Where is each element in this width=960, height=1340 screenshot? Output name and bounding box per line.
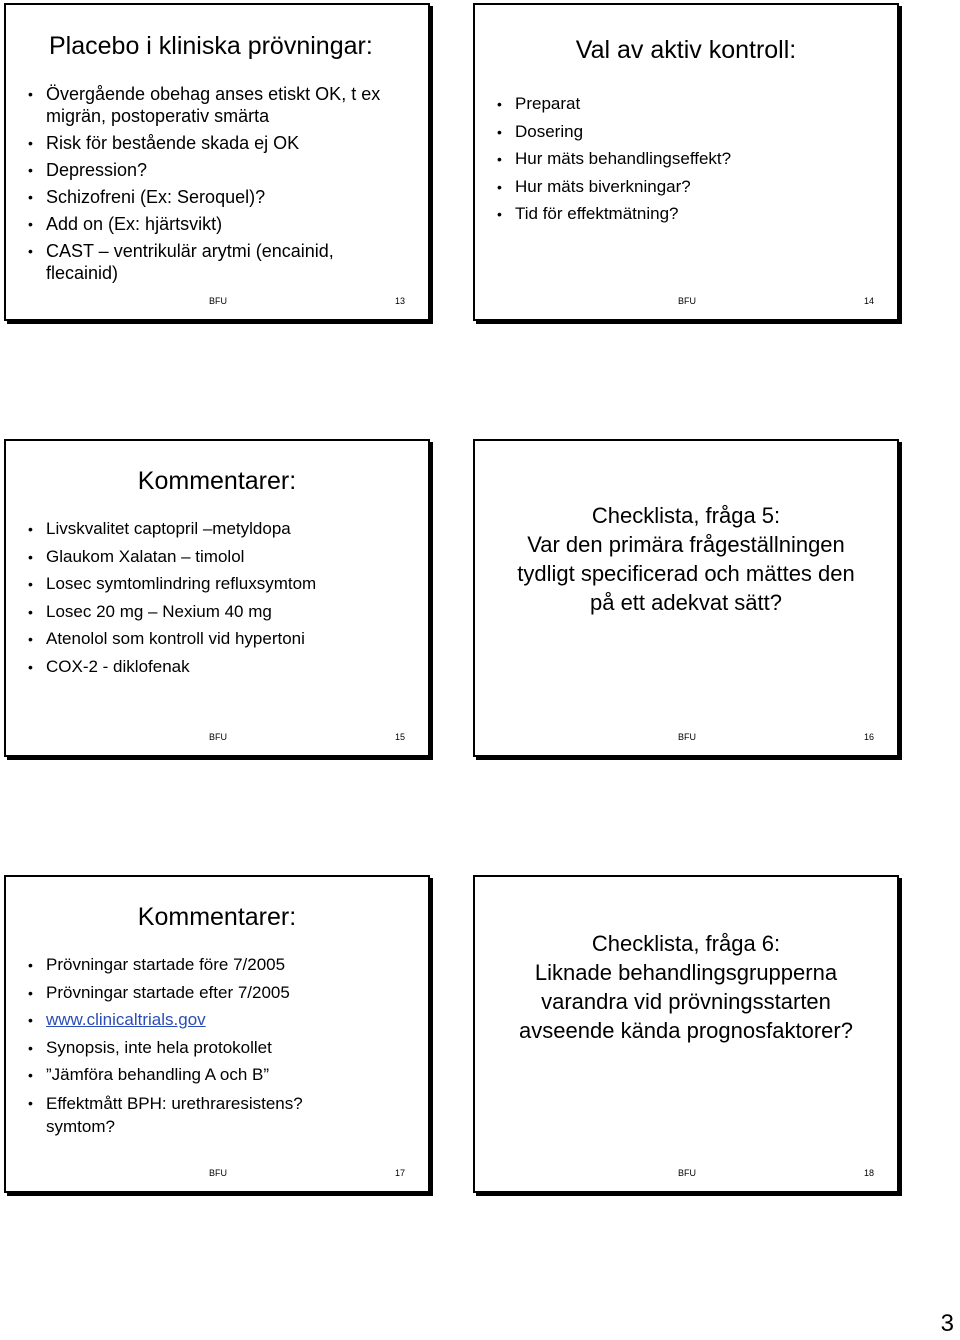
slide-16: [473, 439, 899, 757]
footer-org: BFU: [678, 732, 696, 742]
slide-number: 15: [394, 732, 405, 742]
footer-org: BFU: [209, 296, 227, 306]
question-line: tydligt specificerad och mättes den: [517, 561, 855, 586]
bullet-item: • Schizofreni (Ex: Seroquel)?: [28, 186, 414, 208]
bullet-item: • Losec symtomlindring refluxsymtom: [28, 573, 414, 595]
bullet-item: [28, 1009, 414, 1031]
footer-org: BFU: [209, 1168, 227, 1178]
bullet-item: • Hur mäts biverkningar?: [497, 176, 883, 198]
slide-title: Kommentarer:: [137, 467, 297, 495]
footer-org: BFU: [209, 732, 227, 742]
slide-number: 16: [863, 732, 874, 742]
bullet-list: [28, 518, 414, 683]
bullet-item: • Effektmått BPH: urethraresistens? symtom?: [28, 1092, 414, 1138]
slide-number: 13: [394, 296, 405, 306]
bullet-item: • Livskvalitet captopril –metyldopa: [28, 518, 414, 540]
bullet-item: • Övergående obehag anses etiskt OK, t ex migrän, postoperativ smärta: [28, 83, 414, 127]
slide-15: [4, 439, 430, 757]
slide-number: 18: [863, 1168, 874, 1178]
bullet-item: • COX-2 - diklofenak: [28, 656, 414, 678]
bullet-item: • Preparat: [497, 93, 883, 115]
checklist-question: [475, 501, 897, 617]
bullet-item: • ”Jämföra behandling A och B”: [28, 1064, 414, 1086]
bullet-list: [28, 954, 414, 1143]
bullet-item: • CAST – ventrikulär arytmi (encainid, flecainid): [28, 240, 414, 284]
slide-title: Val av aktiv kontroll:: [575, 36, 797, 64]
bullet-item: • Tid för effektmätning?: [497, 203, 883, 225]
bullet-list: [28, 83, 414, 289]
question-line: varandra vid prövningsstarten: [541, 989, 831, 1014]
footer-org: BFU: [678, 1168, 696, 1178]
slide-title: Kommentarer:: [137, 903, 297, 931]
checklist-question: [475, 929, 897, 1045]
footer-org: BFU: [678, 296, 696, 306]
question-line: avseende kända prognosfaktorer?: [519, 1018, 853, 1043]
question-line: på ett adekvat sätt?: [589, 590, 783, 615]
slide-number: 17: [394, 1168, 405, 1178]
question-heading: Checklista, fråga 6:: [591, 931, 781, 956]
question-heading: Checklista, fråga 5:: [591, 503, 781, 528]
bullet-item: • Hur mäts behandlingseffekt?: [497, 148, 883, 170]
slide-17: [4, 875, 430, 1193]
slide-18: [473, 875, 899, 1193]
bullet-item: • Risk för bestående skada ej OK: [28, 132, 414, 154]
bullet-item: • Prövningar startade efter 7/2005: [28, 982, 414, 1004]
question-line: Liknade behandlingsgrupperna: [534, 960, 838, 985]
bullet-item: • Add on (Ex: hjärtsvikt): [28, 213, 414, 235]
bullet-item: • Atenolol som kontroll vid hypertoni: [28, 628, 414, 650]
slide-number: 14: [863, 296, 874, 306]
bullet-item: • Prövningar startade före 7/2005: [28, 954, 414, 976]
bullet-list: [497, 93, 883, 231]
clinicaltrials-link[interactable]: www.clinicaltrials.gov: [46, 1010, 206, 1029]
bullet-item: • Depression?: [28, 159, 414, 181]
question-line: Var den primära frågeställningen: [527, 532, 845, 557]
bullet-item: • Dosering: [497, 121, 883, 143]
slide-14: [473, 3, 899, 321]
page-number: 3: [940, 1310, 954, 1337]
bullet-item: • Glaukom Xalatan – timolol: [28, 546, 414, 568]
slide-13: [4, 3, 430, 321]
bullet-item: • Losec 20 mg – Nexium 40 mg: [28, 601, 414, 623]
bullet-item: • Synopsis, inte hela protokollet: [28, 1037, 414, 1059]
slide-title: Placebo i kliniska prövningar:: [49, 32, 373, 60]
